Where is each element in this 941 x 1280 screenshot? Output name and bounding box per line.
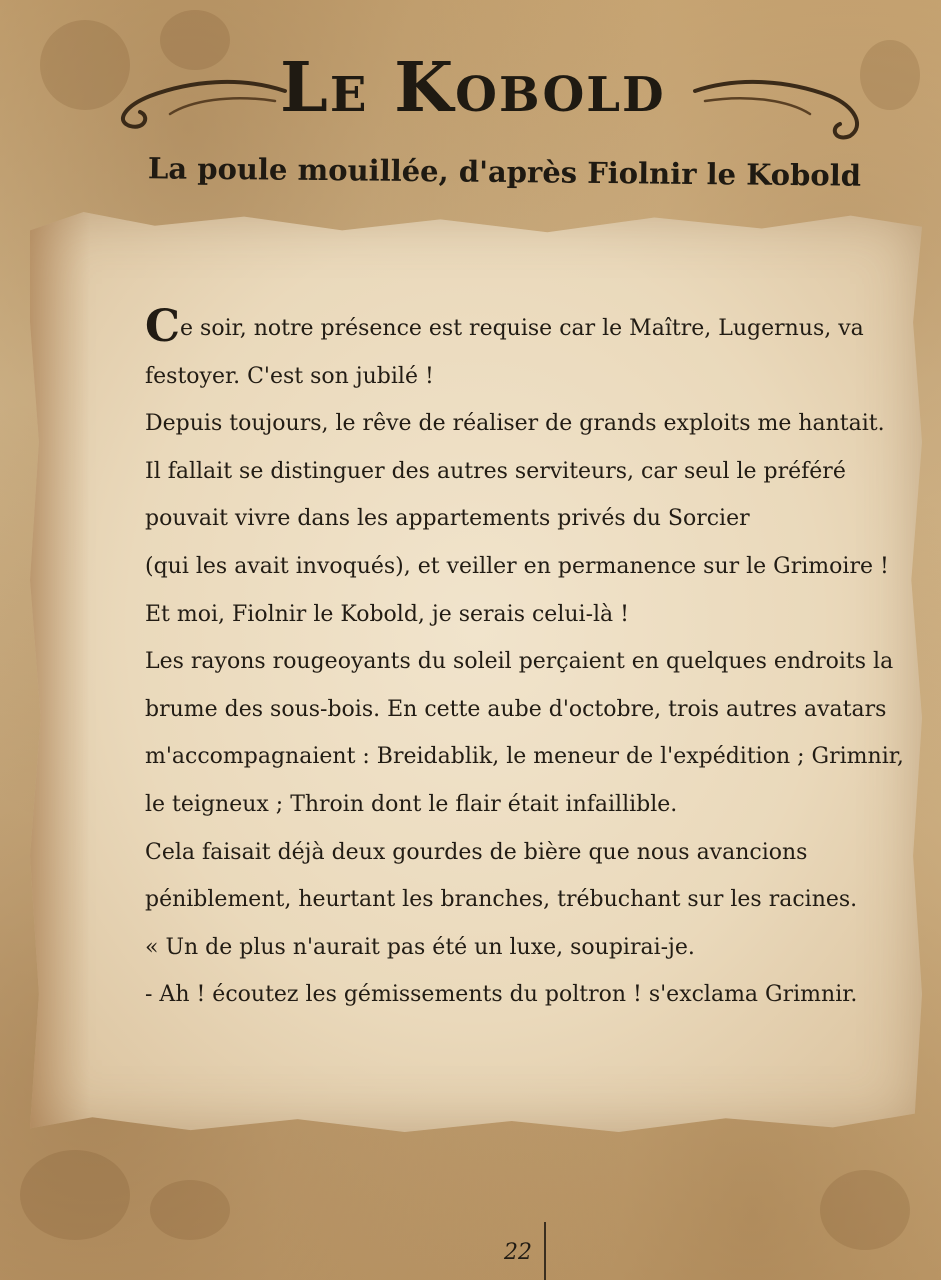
- text-line: Ce soir, notre présence est requise car le Maître, Lugernus, va: [145, 305, 905, 353]
- text-line: festoyer. C'est son jubilé !: [145, 363, 434, 389]
- text-line: (qui les avait invoqués), et veiller en permanence sur le Grimoire !: [145, 553, 889, 579]
- text-line: pouvait vivre dans les appartements privés du Sorcier: [145, 506, 750, 532]
- drop-cap: C: [145, 305, 181, 352]
- page-number-rule: [544, 1222, 546, 1280]
- stain-decoration: [20, 1150, 130, 1240]
- right-flourish-icon: [690, 66, 870, 156]
- text-line: m'accompagnaient : Breidablik, le meneur de l'expédition ; Grimnir,: [145, 744, 904, 770]
- text-line: brume des sous-bois. En cette aube d'octobre, trois autres avatars: [145, 696, 887, 722]
- title-banner: [0, 28, 941, 138]
- page-subtitle: La poule mouillée, d'après Fiolnir le Kobold: [147, 151, 862, 193]
- text-line: Depuis toujours, le rêve de réaliser de grands exploits me hantait.: [145, 411, 885, 437]
- page-number-box: [490, 1222, 548, 1280]
- stain-decoration: [820, 1170, 910, 1250]
- text-line: Cela faisait déjà deux gourdes de bière que nous avancions: [145, 839, 808, 865]
- stain-decoration: [150, 1180, 230, 1240]
- text-line: Et moi, Fiolnir le Kobold, je serais celui-là !: [145, 601, 629, 627]
- page-title: Le Kobold: [280, 48, 666, 128]
- text-line: « Un de plus n'aurait pas été un luxe, soupirai-je.: [145, 934, 695, 960]
- text-line: Il fallait se distinguer des autres serviteurs, car seul le préféré: [145, 458, 846, 484]
- text-line: Les rayons rougeoyants du soleil perçaient en quelques endroits la: [145, 649, 894, 675]
- text-line: péniblement, heurtant les branches, trébuchant sur les racines.: [145, 887, 858, 913]
- text-line: - Ah ! écoutez les gémissements du poltron ! s'exclama Grimnir.: [145, 982, 858, 1008]
- left-flourish-icon: [110, 66, 290, 136]
- page-number: 22: [504, 1240, 532, 1265]
- story-text: [145, 305, 905, 1019]
- text-line: le teigneux ; Throin dont le flair était infaillible.: [145, 791, 678, 817]
